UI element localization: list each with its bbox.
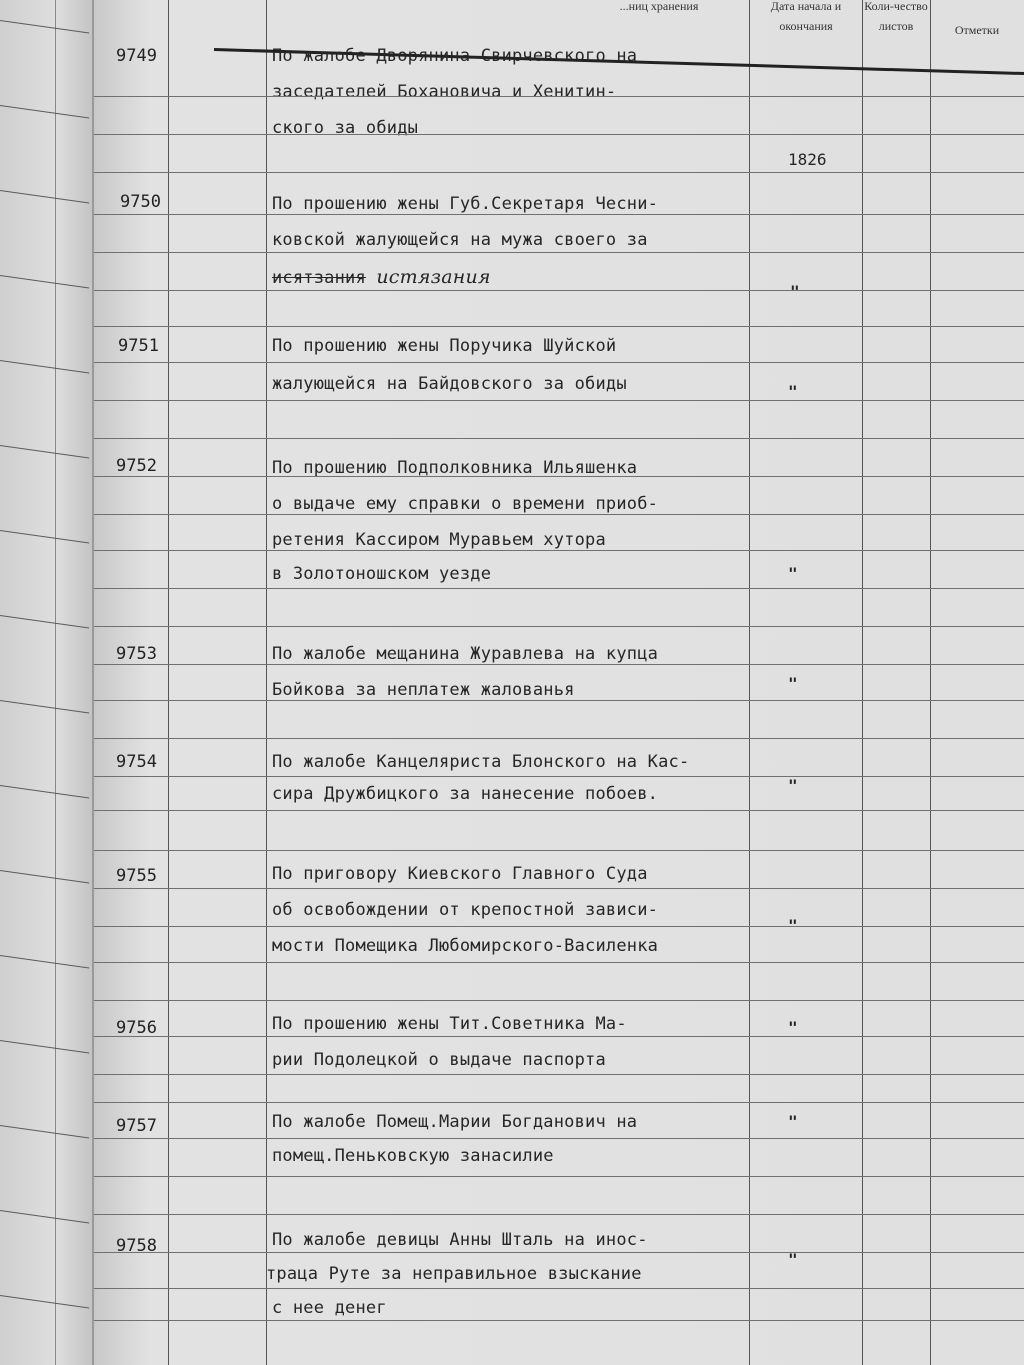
entry-text-line: Бойкова за неплатеж жалованья <box>272 680 575 700</box>
header-dates: Дата начала и окончания <box>770 0 842 33</box>
column-divider <box>930 0 931 1365</box>
row-rule <box>94 926 1024 927</box>
entry-number: 9753 <box>116 644 157 664</box>
row-rule <box>94 700 1024 701</box>
row-rule <box>94 626 1024 627</box>
row-rule <box>94 1288 1024 1289</box>
entry-number: 9752 <box>116 456 157 476</box>
entry-date-ditto: " <box>788 916 798 935</box>
entry-date-ditto: " <box>788 1112 798 1131</box>
row-rule <box>94 588 1024 589</box>
row-rule <box>94 1320 1024 1321</box>
entry-number: 9757 <box>116 1116 157 1136</box>
entry-number: 9750 <box>120 192 161 212</box>
row-rule <box>94 664 1024 665</box>
left-page-rule <box>0 530 89 544</box>
entry-date-ditto: " <box>788 674 798 693</box>
row-rule <box>94 476 1024 477</box>
left-page-rule <box>0 955 89 969</box>
row-rule <box>94 1074 1024 1075</box>
left-page-column-line <box>55 0 56 1365</box>
entry-date-ditto: " <box>788 1018 798 1037</box>
left-page-edge <box>0 0 94 1365</box>
row-rule <box>94 850 1024 851</box>
entry-text-line: рии Подолецкой о выдаче паспорта <box>272 1050 606 1070</box>
row-rule <box>94 962 1024 963</box>
left-page-rule <box>0 360 89 374</box>
entry-text-line: По прошению Подполковника Ильяшенка <box>272 458 638 478</box>
entry-text-line: об освобождении от крепостной зависи- <box>272 900 659 920</box>
entry-number: 9758 <box>116 1236 157 1256</box>
entry-text-line: сира Дружбицкого за нанесение побоев. <box>272 784 659 804</box>
entry-date-ditto: " <box>790 282 800 301</box>
row-rule <box>94 514 1024 515</box>
row-rule <box>94 252 1024 253</box>
row-rule <box>94 96 1024 97</box>
row-rule <box>94 214 1024 215</box>
entry-date-ditto: " <box>788 564 798 583</box>
entry-text-line: По жалобе девицы Анны Шталь на инос- <box>272 1230 648 1250</box>
left-page-rule <box>0 700 89 714</box>
row-rule <box>94 550 1024 551</box>
left-page-rule <box>0 1125 89 1139</box>
row-rule <box>94 776 1024 777</box>
left-page-rule <box>0 615 89 629</box>
entry-text-line: ковской жалующейся на мужа своего за <box>272 230 648 250</box>
left-page-rule <box>0 1295 89 1309</box>
entry-text-line: мости Помещика Любомирского-Василенка <box>272 936 659 956</box>
row-rule <box>94 1102 1024 1103</box>
left-page-rule <box>0 20 89 34</box>
document-page <box>94 0 1024 1365</box>
entry-text-line: По прошению жены Тит.Советника Ма- <box>272 1014 627 1034</box>
entry-number: 9755 <box>116 866 157 886</box>
entry-date-ditto: " <box>788 1250 798 1269</box>
row-rule <box>94 888 1024 889</box>
entry-text-line: ретения Кассиром Муравьем хутора <box>272 530 606 550</box>
entry-text-line <box>272 266 491 288</box>
left-page-rule <box>0 785 89 799</box>
entry-date-ditto: " <box>788 382 798 401</box>
row-rule <box>94 1214 1024 1215</box>
entry-text-line: траца Руте за неправильное взыскание <box>266 1264 642 1284</box>
row-rule <box>94 1176 1024 1177</box>
left-page-rule <box>0 870 89 884</box>
column-divider <box>862 0 863 1365</box>
entry-text-line: По жалобе мещанина Журавлева на купца <box>272 644 659 664</box>
row-rule <box>94 326 1024 327</box>
entry-text-line: с нее денег <box>272 1298 387 1318</box>
entry-number: 9749 <box>116 46 157 66</box>
row-rule <box>94 362 1024 363</box>
row-rule <box>94 1252 1024 1253</box>
column-divider <box>266 0 267 1365</box>
entry-date: 1826 <box>788 150 827 169</box>
header-storage-units: ...ниц хранения <box>619 0 699 13</box>
row-rule <box>94 810 1024 811</box>
entry-text-line: помещ.Пеньковскую занасилие <box>272 1146 554 1166</box>
left-page-rule <box>0 190 89 204</box>
header-sheets: Коли-чество листов <box>864 0 928 33</box>
entry-text-line: По приговору Киевского Главного Суда <box>272 864 648 884</box>
handwritten-correction: истязания <box>376 266 491 288</box>
entry-text-line: жалующейся на Байдовского за обиды <box>272 374 627 394</box>
row-rule <box>94 400 1024 401</box>
entry-number: 9754 <box>116 752 157 772</box>
entry-text-line: По жалобе Помещ.Марии Богданович на <box>272 1112 638 1132</box>
struck-word: исятзания <box>272 268 366 288</box>
left-page-rule <box>0 445 89 459</box>
entry-date-ditto: " <box>788 776 798 795</box>
row-rule <box>94 134 1024 135</box>
entry-text-line: заседателей Бохановича и Хенитин- <box>272 82 617 102</box>
row-rule <box>94 290 1024 291</box>
column-divider <box>749 0 750 1365</box>
row-rule <box>94 738 1024 739</box>
entry-text-line: По прошению жены Поручика Шуйской <box>272 336 617 356</box>
row-rule <box>94 1000 1024 1001</box>
left-page-rule <box>0 1210 89 1224</box>
row-rule <box>94 172 1024 173</box>
column-divider <box>168 0 169 1365</box>
row-rule <box>94 438 1024 439</box>
entry-text-line: По жалобе Дворянина Свирчевского на <box>272 46 638 66</box>
header-notes: Отметки <box>954 23 1000 37</box>
entry-text-line: По жалобе Канцеляриста Блонского на Кас- <box>272 752 690 772</box>
left-page-rule <box>0 105 89 119</box>
entry-number: 9751 <box>118 336 159 356</box>
entry-number: 9756 <box>116 1018 157 1038</box>
entry-text-line: о выдаче ему справки о времени приоб- <box>272 494 659 514</box>
row-rule <box>94 1138 1024 1139</box>
left-page-rule <box>0 275 89 289</box>
entry-text-line: ского за обиды <box>272 118 419 138</box>
entry-text-line: в Золотоношском уезде <box>272 564 492 584</box>
left-page-rule <box>0 1040 89 1054</box>
row-rule <box>94 1036 1024 1037</box>
entry-text-line: По прошению жены Губ.Секретаря Чесни- <box>272 194 659 214</box>
